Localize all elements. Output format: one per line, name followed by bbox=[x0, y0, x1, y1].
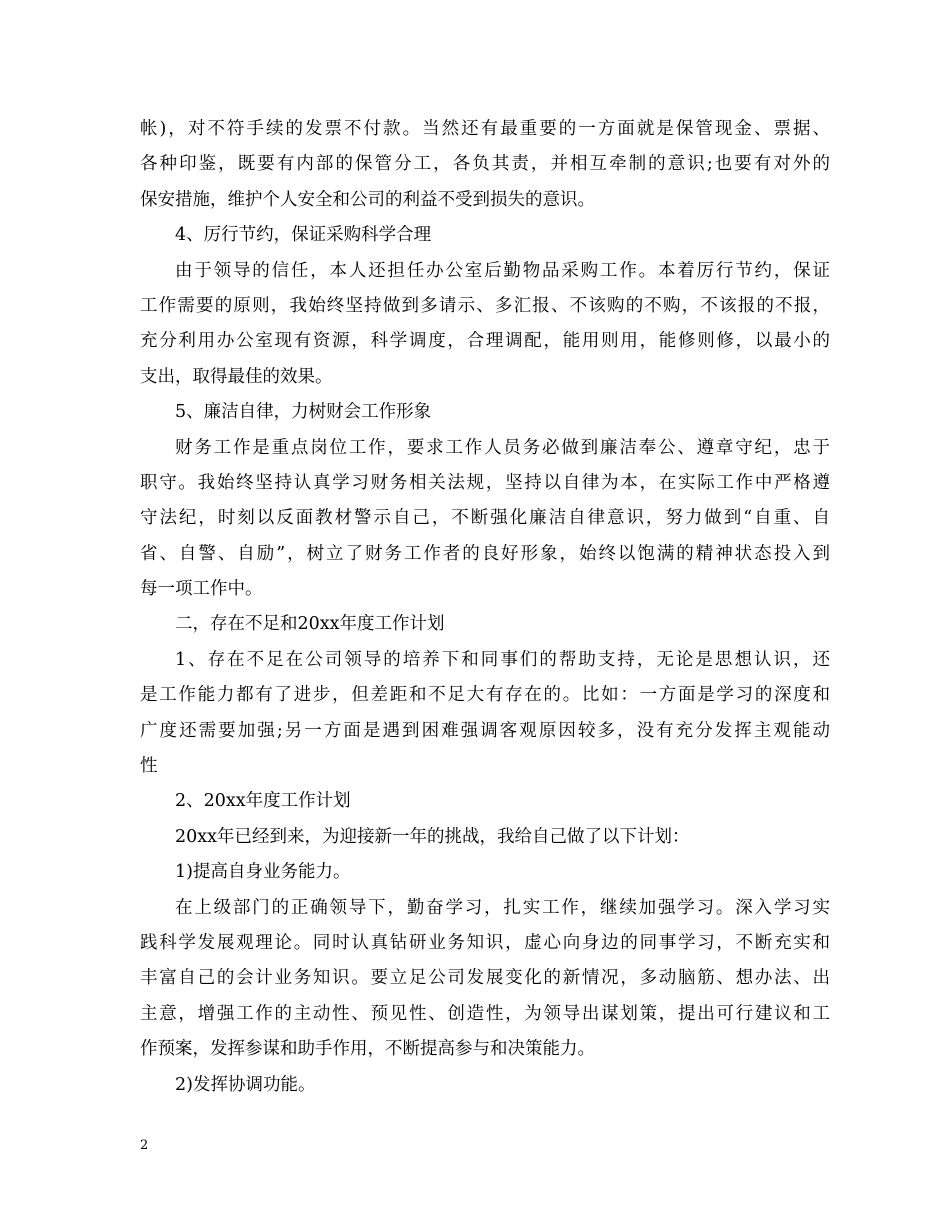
text-line: 保安措施，维护个人安全和公司的利益不受到损失的意识。 bbox=[140, 189, 595, 210]
text-line: 职守。我始终坚持认真学习财务相关法规，坚持以自律为本，在实际工作中严格遵 bbox=[140, 472, 830, 493]
text-line: 各种印鉴，既要有内部的保管分工，各负其责，并相互牵制的意识;也要有对外的 bbox=[140, 154, 830, 175]
text-line: 主意，增强工作的主动性、预见性、创造性，为领导出谋划策，提出可行建议和工 bbox=[140, 1003, 830, 1024]
text-line: 每一项工作中。 bbox=[140, 579, 263, 600]
text-line: 充分利用办公室现有资源，科学调度，合理调配，能用则用，能修则修，以最小的 bbox=[140, 331, 830, 352]
text-line: 作预案，发挥参谋和助手作用，不断提高参与和决策能力。 bbox=[140, 1039, 595, 1060]
text-line: 4、厉行节约，保证采购科学合理 bbox=[175, 225, 432, 246]
text-line: 2、20xx年度工作计划 bbox=[175, 791, 351, 812]
text-line: 由于领导的信任，本人还担任办公室后勤物品采购工作。本着厉行节约，保证 bbox=[175, 260, 830, 281]
text-line: 性 bbox=[140, 756, 158, 777]
text-line: 财务工作是重点岗位工作，要求工作人员务必做到廉洁奉公、遵章守纪，忠于 bbox=[175, 437, 830, 458]
text-line: 工作需要的原则，我始终坚持做到多请示、多汇报、不该购的不购，不该报的不报， bbox=[140, 295, 830, 316]
text-line: 帐)，对不符手续的发票不付款。当然还有最重要的一方面就是保管现金、票据、 bbox=[140, 119, 830, 139]
text-line: 支出，取得最佳的效果。 bbox=[140, 366, 333, 387]
text-line: 2)发挥协调功能。 bbox=[175, 1074, 316, 1095]
page-body-text bbox=[140, 112, 830, 1103]
text-line: 是工作能力都有了进步，但差距和不足大有存在的。比如：一方面是学习的深度和 bbox=[140, 685, 830, 706]
text-line: 广度还需要加强;另一方面是遇到困难强调客观原因较多，没有充分发挥主观能动 bbox=[140, 720, 830, 741]
page-number: 2 bbox=[140, 1138, 149, 1153]
text-line: 省、自警、自励”，树立了财务工作者的良好形象，始终以饱满的精神状态投入到 bbox=[140, 543, 830, 564]
text-line: 20xx年已经到来，为迎接新一年的挑战，我给自己做了以下计划： bbox=[175, 826, 690, 847]
text-line: 在上级部门的正确领导下，勤奋学习，扎实工作，继续加强学习。深入学习实 bbox=[175, 897, 830, 918]
text-line: 1)提高自身业务能力。 bbox=[175, 862, 351, 883]
text-line: 二，存在不足和20xx年度工作计划 bbox=[175, 614, 445, 635]
text-line: 守法纪，时刻以反面教材警示自己，不断强化廉洁自律意识，努力做到“自重、自 bbox=[140, 508, 830, 529]
text-line: 1、存在不足在公司领导的培养下和同事们的帮助支持，无论是思想认识，还 bbox=[175, 649, 830, 670]
text-line: 丰富自己的会计业务知识。要立足公司发展变化的新情况，多动脑筋、想办法、出 bbox=[140, 968, 830, 989]
text-line: 践科学发展观理论。同时认真钻研业务知识，虚心向身边的同事学习，不断充实和 bbox=[140, 932, 830, 953]
text-line: 5、廉洁自律，力树财会工作形象 bbox=[175, 402, 432, 423]
